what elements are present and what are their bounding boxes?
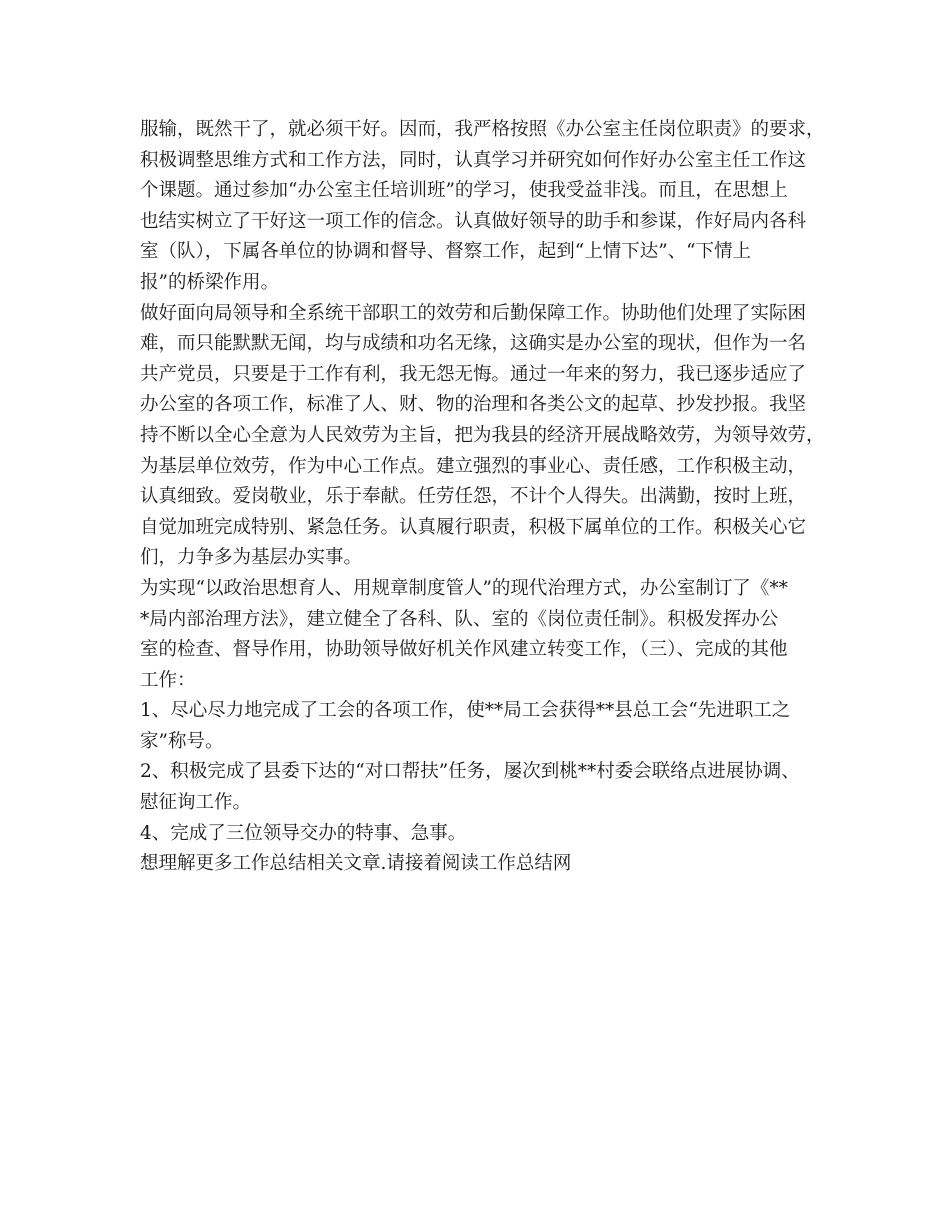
text-line: 家”称号。 bbox=[140, 730, 224, 752]
text-line: 室的检查、督导作用，协助领导做好机关作风建立转变工作，（三）、完成的其他 bbox=[140, 639, 788, 661]
text-line: 认真细致。爱岗敬业，乐于奉献。任劳任怨，不计个人得失。出满勤，按时上班， bbox=[140, 486, 807, 508]
text-line: 难，而只能默默无闻，均与成绩和功名无缘，这确实是办公室的现状，但作为一名 bbox=[140, 333, 807, 355]
text-line: 4、完成了三位领导交办的特事、急事。 bbox=[140, 822, 467, 844]
text-line: 室（队），下属各单位的协调和督导、督察工作，起到“上情下达”、“下情上 bbox=[140, 241, 752, 263]
text-line: 办公室的各项工作，标准了人、财、物的治理和各类公文的起草、抄发抄报。我坚 bbox=[140, 394, 807, 416]
text-line: 想理解更多工作总结相关文章.请接着阅读工作总结网 bbox=[140, 853, 572, 875]
text-line: 为基层单位效劳，作为中心工作点。建立强烈的事业心、责任感，工作积极主动， bbox=[140, 455, 807, 477]
text-line: 慰征询工作。 bbox=[140, 792, 252, 814]
text-line: 为实现“以政治思想育人、用规章制度管人”的现代治理方式，办公室制订了《** bbox=[140, 577, 788, 599]
text-line: 也结实树立了干好这一项工作的信念。认真做好领导的助手和参谋，作好局内各科 bbox=[140, 210, 807, 232]
document-body bbox=[140, 115, 830, 880]
text-line: 们，力争多为基层办实事。 bbox=[140, 547, 363, 569]
text-line: 报”的桥梁作用。 bbox=[140, 271, 279, 293]
text-line: 积极调整思维方式和工作方法，同时，认真学习并研究如何作好办公室主任工作这 bbox=[140, 149, 807, 171]
text-line: 服输，既然干了，就必须干好。因而，我严格按照《办公室主任岗位职责》的要求， bbox=[140, 119, 825, 140]
text-line: 2、积极完成了县委下达的“对口帮扶”任务，屡次到桃**村委会联络点进展协调、 bbox=[140, 761, 800, 783]
text-line: 工作： bbox=[140, 669, 196, 691]
text-line: 做好面向局领导和全系统干部职工的效劳和后勤保障工作。协助他们处理了实际困 bbox=[140, 302, 807, 324]
text-line: 个课题。通过参加“办公室主任培训班”的学习，使我受益非浅。而且，在思想上 bbox=[140, 180, 788, 202]
text-line: 1、尽心尽力地完成了工会的各项工作，使**局工会获得**县总工会“先进职工之 bbox=[140, 700, 791, 722]
text-line: 自觉加班完成特别、紧急任务。认真履行职责，积极下属单位的工作。积极关心它 bbox=[140, 516, 807, 538]
text-line: 共产党员，只要是于工作有利，我无怨无悔。通过一年来的努力，我已逐步适应了 bbox=[140, 363, 807, 385]
text-line: *局内部治理方法》，建立健全了各科、队、室的《岗位责任制》。积极发挥办公 bbox=[140, 608, 779, 630]
text-line: 持不断以全心全意为人民效劳为主旨，把为我县的经济开展战略效劳，为领导效劳， bbox=[140, 424, 825, 446]
